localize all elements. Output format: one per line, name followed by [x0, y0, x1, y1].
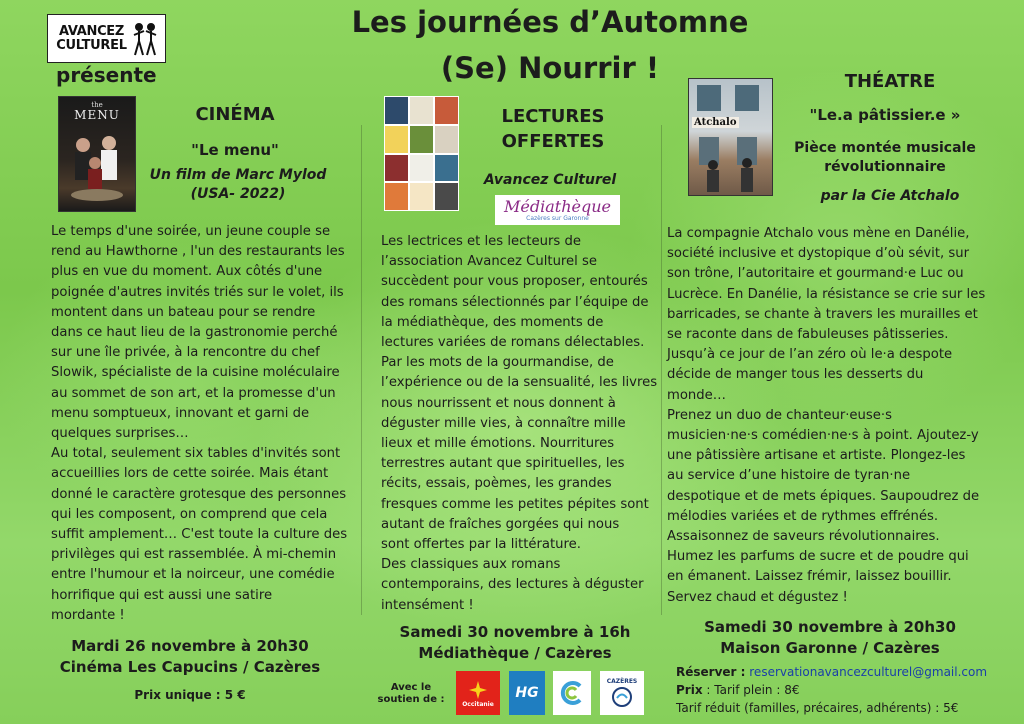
- film-origin: (USA- 2022): [190, 186, 286, 202]
- performers-icon: [689, 155, 772, 195]
- cinema-date: Mardi 26 novembre à 20h30: [71, 637, 309, 655]
- title-line-1: Les journées d’Automne: [351, 5, 749, 39]
- coeur-de-garonne-logo: [553, 671, 591, 715]
- title-line-2: (Se) Nourrir !: [440, 51, 660, 85]
- book-covers-collage: [384, 96, 459, 211]
- cinema-description: Le temps d'une soirée, un jeune couple se rend au Hawthorne , l'un des restaurants les plus en vue du moment. Aux côtés d'une poignée d'autres invités triés sur le volet, ils montent dans un bateau pour se rendre dans ce haut lieu de la gastronomie perché sur une île privée, à la rencontre du chef Slowik, spécialiste de la cuisine moléculaire au sommet de son art, et la promesse d'un menu somptueux, innovant et garni de quelques surprises… Au total, seulement six tables d'invités sont accueillies lors de cette soirée. Mais étant donné le caractère grotesque des personnes qui les composent, on comprend que cela suffit amplement… C'est toute la culture des privilèges qui est rassemblée. À mi-chemin entre l'humour et la noirceur, une comédie horrifique qui est aussi une satire mordante !: [51, 224, 348, 623]
- support-label-line-2: soutien de :: [377, 694, 445, 705]
- cazeres-town-logo-text: CAZÈRES: [606, 677, 638, 685]
- film-title: "Le menu": [191, 141, 279, 159]
- film-poster: [58, 96, 136, 212]
- presents-label: présente: [56, 63, 157, 87]
- play-title: "Le.a pâtissier.e »: [809, 106, 961, 124]
- theatre-poster: [688, 78, 773, 196]
- cinema-heading: CINÉMA: [195, 104, 275, 125]
- support-label-line-1: Avec le: [390, 682, 432, 693]
- avancez-culturel-logo-text: AVANCEZ CULTUREL: [56, 23, 127, 53]
- occitanie-logo: [456, 671, 500, 715]
- reservation-label: Réserver :: [676, 665, 746, 679]
- haute-garonne-logo-text: HG: [515, 685, 539, 701]
- play-description-line-1: Pièce montée musicale: [794, 140, 976, 156]
- haute-garonne-logo: [509, 671, 545, 715]
- lectures-venue: Médiathèque / Cazères: [418, 644, 612, 662]
- film-credit: [148, 166, 328, 204]
- mediatheque-logo-sub: Cazères sur Garonne: [526, 214, 589, 222]
- cinema-price: Prix unique : 5 €: [134, 688, 246, 702]
- play-description-line-2: révolutionnaire: [824, 159, 946, 175]
- dancers-icon: [131, 21, 161, 57]
- lectures-heading-line-1: LECTURES: [501, 106, 605, 127]
- lectures-description: Les lectrices et les lecteurs de l’association Avancez Culturel se succèdent pour vous proposer, entourés des romans sélectionnés par l’équipe de la médiathèque, des moments de lectures variées de romans délectables. Par les mots de la gourmandise, de l’expérience ou de la sensualité, les livres nous nourrissent et nous donnent à déguster mille vies, à connaître mille lieux et mille émotions. Nourritures terrestres autant que spirituelles, les récits, essais, poèmes, les grandes fresques comme les petites pépites sont autant de fraîches gorgées qui nous sont offertes par la littérature. Des classiques aux romans contemporains, des lectures à déguster intensément !: [381, 234, 658, 613]
- town-emblem-icon: [610, 685, 634, 709]
- mediatheque-logo: [495, 195, 620, 225]
- lectures-organizer: Avancez Culturel: [483, 172, 617, 188]
- lectures-heading-line-2: OFFERTES: [501, 131, 605, 152]
- column-divider-left: [361, 125, 362, 615]
- price-full: : Tarif plein : 8€: [702, 683, 800, 697]
- theatre-venue: Maison Garonne / Cazères: [720, 639, 940, 657]
- page-title: [250, 6, 850, 84]
- film-director: Un film de Marc Mylod: [149, 167, 327, 183]
- poster-figures-icon: [59, 123, 135, 212]
- lectures-date: Samedi 30 novembre à 16h: [399, 623, 631, 641]
- reservation-info: [676, 663, 1006, 717]
- theatre-poster-text: Atchalo: [694, 117, 737, 128]
- occitanie-logo-text: Occitanie: [462, 700, 494, 708]
- support-label: [376, 682, 446, 706]
- price-row: [676, 681, 1006, 699]
- column-divider-right: [661, 125, 662, 615]
- lectures-heading: [478, 104, 628, 154]
- price-label: Prix: [676, 683, 703, 697]
- cazeres-town-logo: [600, 671, 644, 715]
- theatre-description: La compagnie Atchalo vous mène en Danélie, société inclusive et dystopique d’où sévit, sur son trône, l’autoritaire et gourmand·e Luc ou Lucrèce. En Danélie, la résistance se crie sur les barricades, se chante à travers les murailles et se raconte dans de fabuleuses pâtisseries. Jusqu’à ce jour de l’an zéro où le·a despote décide de manger tous les desserts du monde… Prenez un duo de chanteur·euse·s musicien·ne·s comédien·ne·s à point. Ajoutez-y une pâtissière artisane et artiste. Plongez-les au service d’une histoire de tyran·ne despotique et de mets épiques. Saupoudrez de mélodies variées et de rythmes effrénés. Assaisonnez de saveurs révolutionnaires. Humez les parfums de sucre et de poudre qui en émanent. Laissez frémir, laissez bouillir. Servez chaud et dégustez !: [667, 226, 986, 605]
- spiral-c-icon: [557, 678, 587, 708]
- theatre-date: Samedi 30 novembre à 20h30: [704, 618, 956, 636]
- reservation-email-link[interactable]: reservationavancezculturel@gmail.com: [749, 665, 988, 679]
- mediatheque-logo-text: Médiathèque: [504, 196, 611, 216]
- poster-title-small: the: [91, 101, 103, 109]
- price-reduced: Tarif réduit (familles, précaires, adhérents) : 5€: [676, 701, 959, 715]
- theatre-heading: THÉATRE: [844, 71, 936, 92]
- play-description: [790, 139, 980, 177]
- occitan-cross-icon: [467, 679, 489, 701]
- poster-title: MENU: [74, 108, 120, 122]
- avancez-culturel-logo: [47, 14, 166, 63]
- cinema-venue: Cinéma Les Capucins / Cazères: [59, 658, 321, 676]
- theatre-company: par la Cie Atchalo: [820, 188, 960, 204]
- reservation-row: [676, 663, 1006, 681]
